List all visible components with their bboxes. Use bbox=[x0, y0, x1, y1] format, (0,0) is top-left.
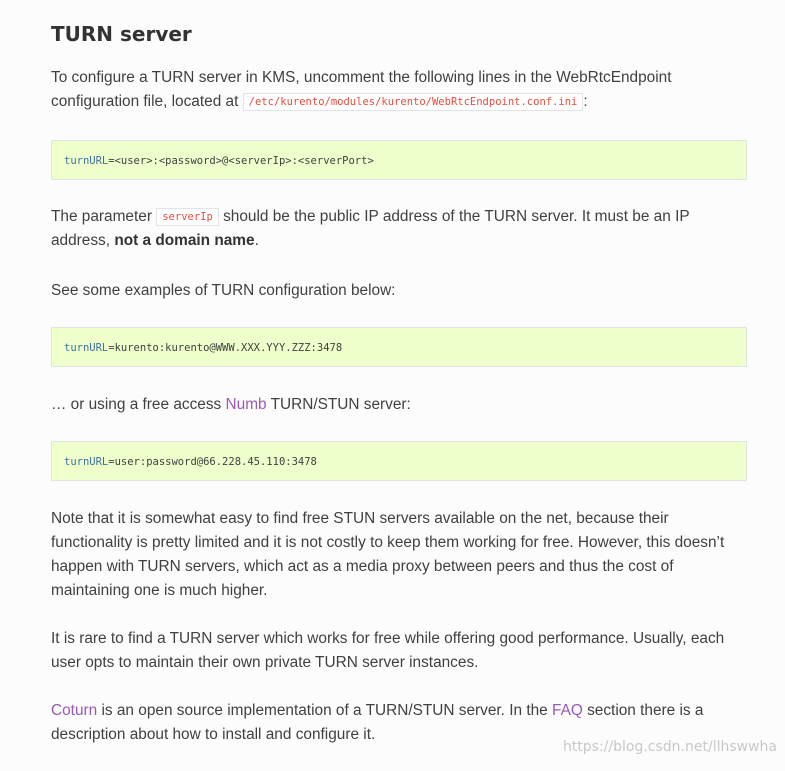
code-key: turnURL bbox=[64, 155, 109, 167]
faq-link[interactable]: FAQ bbox=[552, 702, 583, 719]
param-text-before: The parameter bbox=[51, 208, 152, 225]
coturn-link[interactable]: Coturn bbox=[51, 702, 98, 719]
coturn-text-middle: is an open source implementation of a TURN/STUN server. In the bbox=[101, 702, 548, 719]
param-text-after: . bbox=[254, 232, 259, 249]
intro-colon: : bbox=[583, 93, 588, 110]
code-value: =user:password@66.228.45.110:3478 bbox=[108, 456, 317, 468]
code-block-template bbox=[51, 140, 747, 180]
param-text-middle: should be the public IP address of the TURN server. It must be an IP address, bbox=[51, 208, 690, 249]
numb-text-before: … or using a free access bbox=[51, 396, 222, 413]
config-path-code: /etc/kurento/modules/kurento/WebRtcEndpoint.conf.ini bbox=[243, 93, 584, 111]
rare-paragraph: It is rare to find a TURN server which works for free while offering good performance. Usually, each user opts to maintain their own private TURN server instances. bbox=[51, 630, 725, 671]
code-key: turnURL bbox=[64, 456, 109, 468]
numb-link[interactable]: Numb bbox=[225, 396, 267, 413]
code-block-example-2 bbox=[51, 441, 747, 481]
intro-text: To configure a TURN server in KMS, uncomment the following lines in the WebRtcEndpoint configuration file, located at bbox=[51, 69, 672, 110]
note-paragraph: Note that it is somewhat easy to find free STUN servers available on the net, because their functionality is pretty limited and it is not costly to keep them working for free. However, this doesn’t happen with TURN servers, which act as a media proxy between peers and thus the cost of maintaining one is much higher. bbox=[51, 510, 725, 599]
coturn-text-after: section there is a description about how to install and configure it. bbox=[51, 702, 704, 743]
intro-paragraph bbox=[51, 66, 751, 114]
code-key: turnURL bbox=[64, 342, 109, 354]
code-value: =<user>:<password>@<serverIp>:<serverPort> bbox=[108, 155, 374, 167]
numb-text-after: TURN/STUN server: bbox=[270, 396, 411, 413]
section-title: TURN server bbox=[51, 22, 192, 46]
param-bold: not a domain name bbox=[114, 232, 255, 249]
numb-paragraph bbox=[51, 393, 751, 417]
watermark: https://blog.csdn.net/llhswwha bbox=[562, 739, 777, 755]
server-ip-paragraph bbox=[51, 205, 751, 253]
examples-intro: See some examples of TURN configuration below: bbox=[51, 282, 396, 299]
code-block-example-1 bbox=[51, 327, 747, 367]
server-ip-code: serverIp bbox=[156, 208, 219, 226]
code-value: =kurento:kurento@WWW.XXX.YYY.ZZZ:3478 bbox=[108, 342, 343, 354]
